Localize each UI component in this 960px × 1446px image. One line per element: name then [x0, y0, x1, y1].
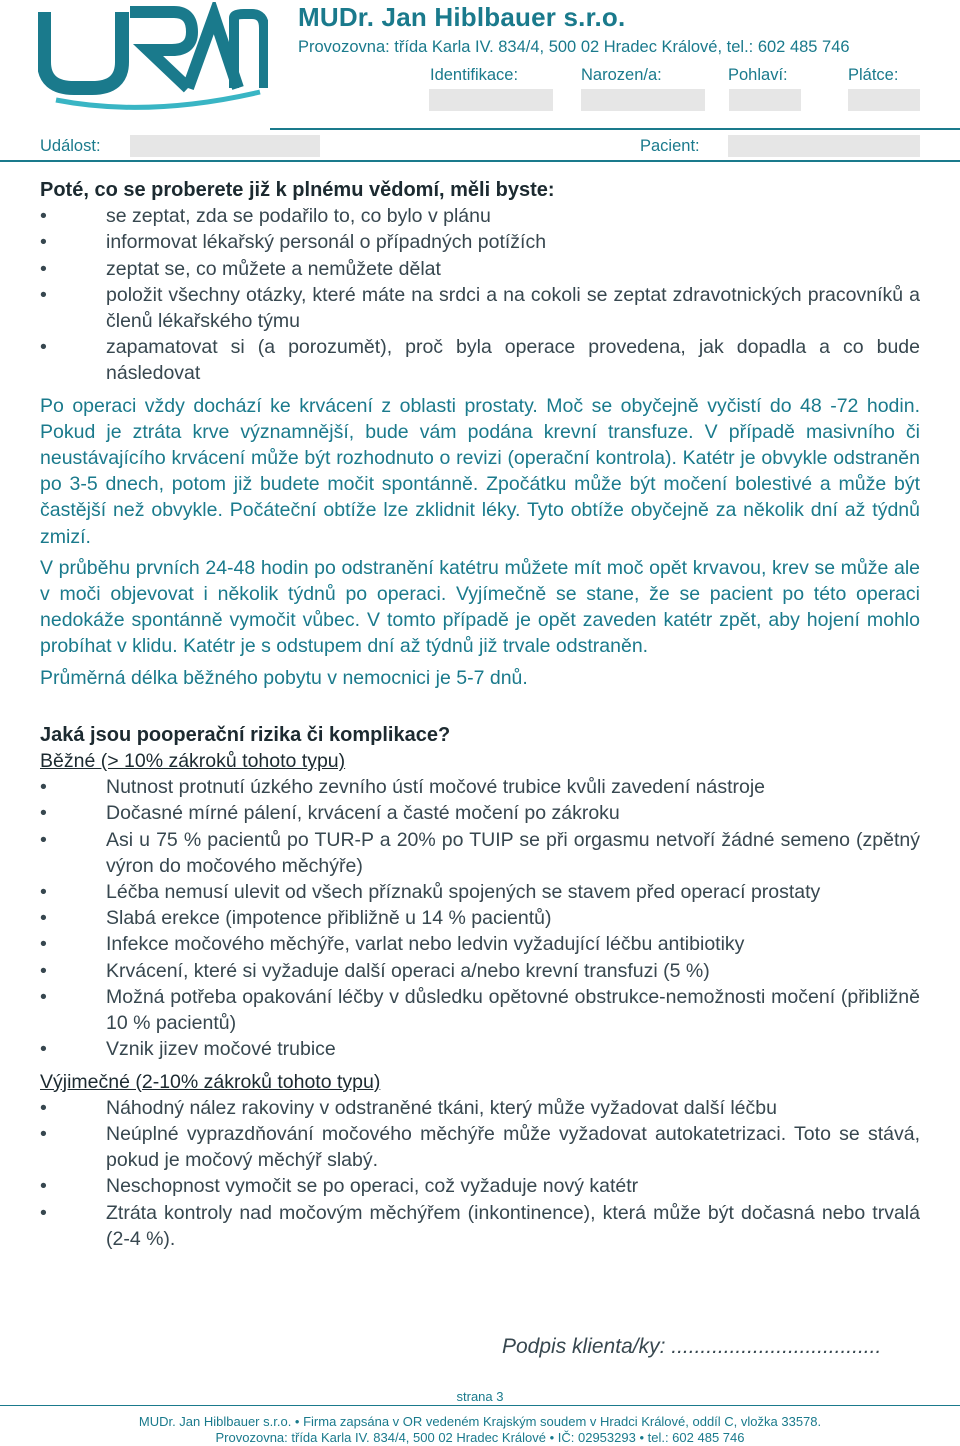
pohlavi-label: Pohlaví: — [728, 66, 788, 84]
identifikace-label: Identifikace: — [430, 66, 519, 84]
header-divider — [270, 128, 960, 130]
list-item: • Ztráta kontroly nad močovým měchýřem (inkontinence), která může být dočasná nebo trvalá (2-4 %). — [40, 1201, 920, 1250]
common-risks-list — [40, 774, 920, 1062]
bullet-icon: • — [40, 231, 47, 254]
list-item: • Slabá erekce (impotence přibližně u 14 % pacientů) — [40, 905, 920, 931]
list-item: • Vznik jizev močové trubice — [40, 1036, 920, 1062]
paragraph-catheter: V průběhu prvních 24-48 hodin po odstranění katétru můžete mít moč opět krvavou, krev se může ale v moči objevovat i několik týdnů po operaci. Vyjímečně se stane, že se pacient po této operaci nedokáže spontánně vymočit vůbec. V tomto případě je opět zaveden katétr zpět, aby hojení mohlo probíhat v klidu. Katétr je s odstupem dní až týdnů již trvale odstraněn. — [40, 556, 920, 658]
list-item: • informovat lékařský personál o případných potížích — [40, 229, 920, 255]
bullet-icon: • — [40, 802, 47, 825]
after-wake-list — [40, 203, 920, 386]
header-bottom-line — [0, 160, 960, 162]
common-risks-heading: Běžné (> 10% zákroků tohoto typu) — [40, 750, 346, 773]
list-item: • Asi u 75 % pacientů po TUR-P a 20% po TUIP se při orgasmu netvoří žádné semeno (zpětný výron do močového měchýře) — [40, 828, 920, 877]
bullet-icon: • — [40, 933, 47, 956]
bullet-icon: • — [40, 828, 47, 851]
narozen-field[interactable] — [581, 89, 705, 111]
uran-logo — [38, 2, 268, 114]
bullet-icon: • — [40, 1201, 47, 1224]
list-item: • Infekce močového měchýře, varlat nebo ledvin vyžadující léčbu antibiotiky — [40, 931, 920, 957]
narozen-label: Narozen/a: — [581, 66, 662, 84]
event-field[interactable] — [130, 135, 320, 157]
bullet-icon: • — [40, 1175, 47, 1198]
list-item: • položit všechny otázky, které máte na srdci a na cokoli se zeptat zdravotnických pracovníků a členů lékařského týmu — [40, 283, 920, 333]
footer-contact-info: Provozovna: třída Karla IV. 834/4, 500 02 Hradec Králové • IČ: 02953293 • tel.: 602 485 746 — [215, 1430, 745, 1445]
bullet-icon: • — [40, 1122, 47, 1145]
platce-field[interactable] — [848, 89, 920, 111]
bullet-icon: • — [40, 283, 47, 306]
paragraph-bleeding: Po operaci vždy dochází ke krvácení z oblasti prostaty. Moč se obyčejně vyčistí do 48 -72 hodin. Pokud je ztráta krve významnější, bude vám podána krevní transfuze. V případě masivního či neustávajícího krvácení může být rozhodnuto o revizi (operační kontrola). Katétr je obvykle odstraněn po 3-5 dnech, potom již budete močit spontánně. Zpočátku může být močení bolestivé a může být častější než obvykle. Počáteční obtíže lze zklidnit léky. Tyto obtíže obyčejně za několik dní až týdnů zmizí. — [40, 394, 920, 548]
footer-divider — [0, 1405, 960, 1406]
list-item: • Náhodný nález rakoviny v odstraněné tkáni, který může vyžadovat další léčbu — [40, 1095, 920, 1121]
list-item: • zeptat se, co můžete a nemůžete dělat — [40, 256, 920, 282]
doctor-name: MUDr. Jan Hiblbauer s.r.o. — [298, 2, 626, 32]
list-item: • Léčba nemusí ulevit od všech příznaků spojených se stavem před operací prostaty — [40, 879, 920, 905]
bullet-icon: • — [40, 959, 47, 982]
document-header — [0, 0, 960, 165]
list-item: • Možná potřeba opakování léčby v důsledku opětovné obstrukce-nemožnosti močení (přibližně 10 % pacientů) — [40, 985, 920, 1035]
client-signature-line: Podpis klienta/ky: .................................... — [502, 1335, 882, 1358]
page-number: strana 3 — [456, 1389, 504, 1404]
event-label: Událost: — [40, 137, 101, 155]
platce-label: Plátce: — [848, 66, 899, 84]
bullet-icon: • — [40, 776, 47, 799]
patient-field[interactable] — [728, 135, 920, 157]
identifikace-field[interactable] — [429, 89, 553, 111]
list-item: • Nutnost protnutí úzkého zevního ústí močové trubice kvůli zavedení nástroje — [40, 774, 920, 800]
bullet-icon: • — [40, 336, 47, 359]
pohlavi-field[interactable] — [729, 89, 801, 111]
section-heading-risks: Jaká jsou pooperační rizika či komplikace? — [40, 723, 451, 746]
bullet-icon: • — [40, 257, 47, 280]
list-item: • Dočasné mírné pálení, krvácení a časté močení po zákroku — [40, 800, 920, 826]
section-heading-after-surgery: Poté, co se proberete již k plnému vědomí, měli byste: — [40, 179, 555, 201]
bullet-icon: • — [40, 907, 47, 930]
list-item: • Neúplné vyprazdňování močového měchýře může vyžadovat autokatetrizaci. Toto se stává, pokud je močový měchýř slabý. — [40, 1122, 920, 1172]
list-item: • Neschopnost vymočit se po operaci, což vyžaduje nový katétr — [40, 1173, 920, 1199]
paragraph-stay-length: Průměrná délka běžného pobytu v nemocnici je 5-7 dnů. — [40, 666, 528, 689]
bullet-icon: • — [40, 881, 47, 904]
bullet-icon: • — [40, 985, 47, 1008]
clinic-address: Provozovna: třída Karla IV. 834/4, 500 02 Hradec Králové, tel.: 602 485 746 — [298, 38, 850, 56]
bullet-icon: • — [40, 1038, 47, 1061]
list-item: • zapamatovat si (a porozumět), proč byla operace provedena, jak dopadla a co bude následovat — [40, 336, 920, 385]
rare-risks-list — [40, 1095, 920, 1252]
list-item: • se zeptat, zda se podařilo to, co bylo v plánu — [40, 203, 920, 229]
bullet-icon: • — [40, 1096, 47, 1119]
rare-risks-heading: Výjimečné (2-10% zákroků tohoto typu) — [40, 1070, 381, 1093]
footer-company-info: MUDr. Jan Hiblbauer s.r.o. • Firma zapsána v OR vedeném Krajským soudem v Hradci Králové, oddíl C, vložka 33578. — [138, 1414, 822, 1429]
document-body — [40, 177, 920, 1258]
bullet-icon: • — [40, 205, 47, 228]
patient-label: Pacient: — [640, 137, 700, 155]
list-item: • Krvácení, které si vyžaduje další operaci a/nebo krevní transfuzi (5 %) — [40, 958, 920, 984]
